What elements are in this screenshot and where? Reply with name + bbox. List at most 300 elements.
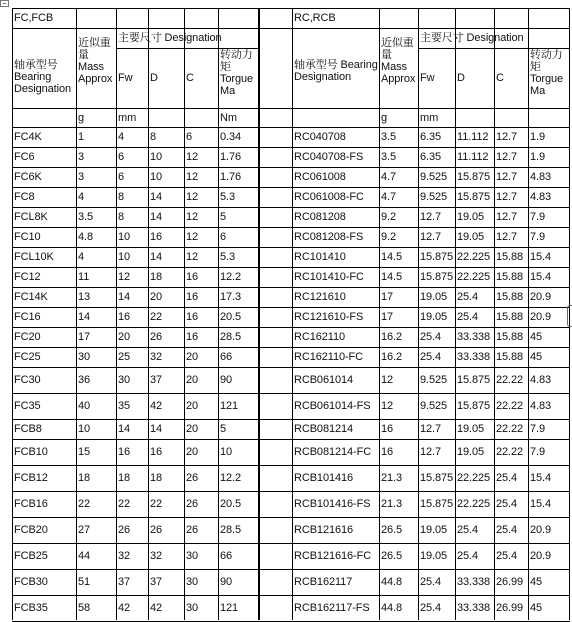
right-cell-mass: 4.7 [381, 191, 396, 203]
right-cell-d: 19.05 [457, 211, 485, 223]
right-cell-c: 15.88 [496, 251, 524, 263]
right-cell-mass: 17 [381, 291, 394, 303]
grid-hline [218, 108, 259, 109]
right-cell-c: 12.7 [496, 191, 518, 203]
right-cell-d: 22.225 [457, 498, 491, 510]
left-cell-bearing: FCB16 [14, 498, 48, 510]
right-cell-fw: 19.05 [420, 311, 448, 323]
right-cell-mass: 21.3 [381, 498, 403, 510]
left-cell-torque: 1.76 [220, 151, 242, 163]
right-cell-bearing: RC101410 [294, 251, 346, 263]
grid-vline [379, 8, 380, 620]
right-cell-d: 33.338 [457, 576, 491, 588]
grid-hline [12, 347, 570, 348]
right-cell-bearing: RC061008-FC [294, 191, 364, 203]
right-cell-c: 15.88 [496, 311, 524, 323]
right-cell-fw: 25.4 [420, 331, 442, 343]
right-cell-torque: 7.9 [530, 423, 545, 435]
left-cell-c: 12 [186, 231, 199, 243]
right-cell-mass: 14.5 [381, 251, 403, 263]
left-cell-c: 12 [186, 211, 199, 223]
left-cell-fw: 10 [118, 231, 131, 243]
left-cell-bearing: FCB30 [14, 576, 48, 588]
right-cell-fw: 12.7 [420, 211, 442, 223]
left-cell-torque: 5.3 [220, 251, 235, 263]
right-cell-fw: 19.05 [420, 524, 448, 536]
right-cell-torque: 4.83 [530, 374, 552, 386]
left-cell-d: 32 [150, 550, 163, 562]
right-header-mass: 近似重量 Mass Approx [381, 37, 416, 85]
grid-vline [494, 8, 495, 620]
grid-hline [12, 307, 570, 308]
grid-hline [12, 127, 570, 128]
left-cell-bearing: FCB25 [14, 550, 48, 562]
left-header-fw: Fw [118, 72, 133, 84]
grid-vline [258, 8, 260, 620]
right-cell-fw: 19.05 [420, 291, 448, 303]
left-cell-bearing: FC35 [14, 400, 41, 412]
left-cell-torque: 5 [220, 211, 227, 223]
left-cell-fw: 6 [118, 151, 125, 163]
right-cell-d: 11.112 [457, 151, 489, 163]
left-cell-mass: 30 [78, 351, 91, 363]
right-cell-fw: 12.7 [420, 423, 442, 435]
left-cell-fw: 18 [118, 472, 131, 484]
left-cell-bearing: FC14K [14, 291, 48, 303]
left-cell-fw: 16 [118, 446, 131, 458]
right-cell-d: 19.05 [457, 231, 485, 243]
right-cell-torque: 1.9 [530, 151, 545, 163]
right-cell-bearing: RCB121616 [294, 524, 354, 536]
right-header-c: C [496, 72, 504, 84]
grid-hline [12, 267, 570, 268]
right-cell-mass: 26.5 [381, 550, 403, 562]
left-cell-d: 18 [150, 472, 163, 484]
left-cell-d: 14 [150, 423, 163, 435]
left-cell-c: 12 [186, 251, 199, 263]
left-cell-bearing: FCL10K [14, 251, 54, 263]
grid-vline [184, 8, 185, 620]
left-cell-mass: 3 [78, 151, 85, 163]
grid-hline [12, 465, 570, 466]
left-cell-mass: 22 [78, 498, 91, 510]
right-cell-fw: 15.875 [420, 472, 454, 484]
left-header-torque: 转动力矩 Torgue Ma [220, 49, 254, 97]
grid-hline [12, 419, 570, 420]
left-cell-d: 16 [150, 446, 163, 458]
right-cell-c: 22.22 [496, 446, 524, 458]
left-cell-fw: 10 [118, 251, 131, 263]
grid-hline [12, 28, 570, 29]
left-cell-c: 30 [186, 550, 199, 562]
right-cell-bearing: RCB061014-FS [294, 400, 371, 412]
left-cell-mass: 27 [78, 524, 91, 536]
right-cell-bearing: RCB101416 [294, 472, 354, 484]
right-cell-d: 15.875 [457, 191, 491, 203]
right-cell-mass: 9.2 [381, 211, 396, 223]
right-cell-c: 26.99 [496, 576, 524, 588]
scroll-edge-handle[interactable] [567, 305, 572, 327]
grid-hline [12, 595, 570, 596]
right-cell-fw: 6.35 [420, 131, 442, 143]
left-cell-c: 16 [186, 271, 199, 283]
grid-hline [12, 227, 570, 228]
left-cell-torque: 121 [220, 602, 239, 614]
grid-hline [12, 247, 570, 248]
right-cell-bearing: RC121610 [294, 291, 346, 303]
left-cell-fw: 42 [118, 602, 131, 614]
right-cell-torque: 4.83 [530, 191, 552, 203]
grid-hline [12, 491, 570, 492]
left-cell-mass: 3.5 [78, 211, 93, 223]
right-cell-bearing: RC040708 [294, 131, 346, 143]
right-cell-d: 15.875 [457, 400, 491, 412]
left-cell-c: 12 [186, 171, 199, 183]
right-cell-c: 25.4 [496, 472, 518, 484]
left-cell-bearing: FC20 [14, 331, 41, 343]
right-cell-d: 25.4 [457, 524, 479, 536]
right-cell-torque: 15.4 [530, 498, 552, 510]
right-cell-bearing: RC121610-FS [294, 311, 364, 323]
left-unit-mass: g [78, 112, 85, 124]
right-cell-torque: 7.9 [530, 211, 545, 223]
right-cell-d: 33.338 [457, 331, 491, 343]
right-cell-torque: 45 [530, 602, 543, 614]
left-cell-c: 20 [186, 446, 199, 458]
right-cell-c: 26.99 [496, 602, 524, 614]
left-cell-d: 10 [150, 151, 163, 163]
left-cell-d: 8 [150, 131, 157, 143]
left-cell-torque: 20.5 [220, 498, 242, 510]
left-unit-torque: Nm [220, 112, 237, 124]
left-cell-c: 26 [186, 524, 199, 536]
left-cell-fw: 14 [118, 423, 131, 435]
right-cell-c: 25.4 [496, 524, 518, 536]
left-cell-mass: 18 [78, 472, 91, 484]
left-cell-torque: 66 [220, 351, 233, 363]
left-cell-d: 42 [150, 400, 163, 412]
left-cell-fw: 12 [118, 271, 131, 283]
right-cell-mass: 12 [381, 374, 394, 386]
right-cell-d: 25.4 [457, 291, 479, 303]
left-cell-torque: 6 [220, 231, 227, 243]
right-cell-mass: 26.5 [381, 524, 403, 536]
left-cell-d: 14 [150, 211, 163, 223]
grid-vline [148, 8, 149, 620]
grid-vline [418, 8, 419, 620]
grid-hline [12, 517, 570, 518]
right-cell-bearing: RCB081214-FC [294, 446, 372, 458]
left-cell-torque: 17.3 [220, 291, 242, 303]
right-cell-mass: 16.2 [381, 331, 403, 343]
right-cell-mass: 16.2 [381, 351, 403, 363]
right-cell-d: 15.875 [457, 374, 491, 386]
right-unit-mass: g [381, 112, 388, 124]
grid-hline [12, 108, 570, 109]
left-cell-fw: 6 [118, 171, 125, 183]
left-cell-d: 22 [150, 311, 163, 323]
right-cell-mass: 3.5 [381, 131, 396, 143]
right-cell-bearing: RCB101416-FS [294, 498, 371, 510]
right-cell-mass: 3.5 [381, 151, 396, 163]
right-cell-bearing: RCB061014 [294, 374, 354, 386]
right-cell-c: 22.22 [496, 400, 524, 412]
left-cell-bearing: FC6K [14, 171, 42, 183]
right-main-dims-label: 主要尺寸 Designation [420, 32, 524, 44]
right-cell-bearing: RC061008 [294, 171, 346, 183]
right-cell-torque: 45 [530, 351, 543, 363]
right-cell-fw: 25.4 [420, 602, 442, 614]
left-cell-torque: 20.5 [220, 311, 242, 323]
left-cell-d: 22 [150, 498, 163, 510]
right-cell-c: 15.88 [496, 331, 524, 343]
left-cell-c: 16 [186, 311, 199, 323]
right-cell-mass: 44.8 [381, 602, 403, 614]
left-cell-mass: 3 [78, 171, 85, 183]
left-cell-d: 10 [150, 171, 163, 183]
right-cell-torque: 45 [530, 576, 543, 588]
left-cell-c: 16 [186, 331, 199, 343]
left-header-c: C [186, 72, 194, 84]
left-cell-d: 14 [150, 251, 163, 263]
left-cell-bearing: FC8 [14, 191, 35, 203]
left-cell-mass: 4.8 [78, 231, 93, 243]
right-cell-bearing: RC162110-FC [294, 351, 364, 363]
right-header-torque: 转动力矩 Torgue Ma [530, 49, 564, 97]
right-cell-bearing: RCB121616-FC [294, 550, 372, 562]
right-cell-c: 12.7 [496, 171, 518, 183]
right-cell-d: 22.225 [457, 251, 491, 263]
right-cell-fw: 9.525 [420, 374, 448, 386]
left-cell-c: 20 [186, 400, 199, 412]
right-cell-c: 12.7 [496, 231, 518, 243]
grid-vline [218, 8, 219, 620]
left-cell-torque: 1.76 [220, 171, 242, 183]
left-cell-mass: 4 [78, 191, 85, 203]
grid-vline [528, 8, 529, 620]
grid-vline [292, 8, 293, 620]
left-cell-fw: 26 [118, 524, 131, 536]
right-cell-mass: 12 [381, 400, 394, 412]
left-cell-torque: 5.3 [220, 191, 235, 203]
left-cell-mass: 15 [78, 446, 91, 458]
grid-hline [12, 287, 570, 288]
left-cell-d: 37 [150, 576, 163, 588]
right-cell-bearing: RCB162117-FS [294, 602, 370, 614]
left-cell-bearing: FCB12 [14, 472, 48, 484]
right-cell-torque: 7.9 [530, 231, 545, 243]
left-cell-torque: 121 [220, 400, 239, 412]
right-cell-d: 33.338 [457, 602, 491, 614]
right-cell-d: 22.225 [457, 472, 491, 484]
left-cell-c: 20 [186, 423, 199, 435]
left-cell-fw: 8 [118, 191, 125, 203]
right-cell-d: 25.4 [457, 311, 479, 323]
left-cell-fw: 20 [118, 331, 131, 343]
left-header-d: D [150, 72, 158, 84]
left-cell-bearing: FC10 [14, 231, 41, 243]
left-cell-torque: 28.5 [220, 331, 242, 343]
left-cell-fw: 16 [118, 311, 131, 323]
right-cell-fw: 12.7 [420, 231, 442, 243]
right-header-bearing: 轴承型号 Bearing Designation [294, 59, 378, 83]
grid-hline [12, 207, 570, 208]
right-cell-c: 25.4 [496, 498, 518, 510]
left-cell-mass: 4 [78, 251, 85, 263]
left-cell-torque: 66 [220, 550, 233, 562]
left-cell-fw: 8 [118, 211, 125, 223]
right-cell-torque: 20.9 [530, 524, 552, 536]
left-cell-d: 14 [150, 191, 163, 203]
right-header-d: D [457, 72, 465, 84]
left-cell-bearing: FC12 [14, 271, 41, 283]
right-cell-torque: 7.9 [530, 446, 545, 458]
grid-vline [116, 8, 117, 620]
grid-hline [12, 543, 570, 544]
left-unit-dims: mm [118, 112, 137, 124]
left-cell-mass: 58 [78, 602, 91, 614]
left-cell-torque: 5 [220, 423, 227, 435]
left-cell-c: 12 [186, 191, 199, 203]
table-anchor-icon [0, 0, 9, 7]
right-cell-mass: 14.5 [381, 271, 403, 283]
left-cell-fw: 22 [118, 498, 131, 510]
left-cell-mass: 17 [78, 331, 91, 343]
right-cell-bearing: RC162110 [294, 331, 345, 343]
right-cell-torque: 20.9 [530, 311, 552, 323]
left-cell-fw: 30 [118, 374, 131, 386]
right-cell-bearing: RCB162117 [294, 576, 353, 588]
left-cell-torque: 0.34 [220, 131, 242, 143]
left-main-dims-label: 主要尺寸 Designation [118, 32, 222, 44]
left-group-title: FC,FCB [14, 12, 54, 24]
grid-vline [76, 8, 77, 620]
left-cell-d: 42 [150, 602, 163, 614]
right-cell-bearing: RC081208-FS [294, 231, 364, 243]
left-cell-d: 37 [150, 374, 163, 386]
left-cell-c: 6 [186, 131, 193, 143]
right-cell-fw: 9.525 [420, 191, 448, 203]
left-cell-d: 16 [150, 231, 163, 243]
left-cell-bearing: FC30 [14, 374, 41, 386]
left-cell-c: 30 [186, 576, 199, 588]
left-cell-bearing: FCB35 [14, 602, 48, 614]
left-cell-c: 16 [186, 291, 199, 303]
left-cell-bearing: FC16 [14, 311, 41, 323]
right-cell-torque: 45 [530, 331, 543, 343]
left-cell-c: 20 [186, 351, 199, 363]
left-cell-c: 30 [186, 602, 199, 614]
left-cell-mass: 51 [78, 576, 91, 588]
right-cell-bearing: RC081208 [294, 211, 346, 223]
right-cell-d: 33.338 [457, 351, 491, 363]
right-group-title: RC,RCB [294, 12, 336, 24]
left-cell-d: 26 [150, 524, 163, 536]
right-cell-bearing: RCB081214 [294, 423, 354, 435]
right-cell-d: 25.4 [457, 550, 479, 562]
right-cell-fw: 9.525 [420, 400, 448, 412]
left-cell-bearing: FCB8 [14, 423, 42, 435]
left-cell-mass: 1 [78, 131, 85, 143]
left-cell-mass: 44 [78, 550, 91, 562]
right-cell-mass: 9.2 [381, 231, 396, 243]
left-cell-fw: 32 [118, 550, 131, 562]
left-cell-bearing: FC6 [14, 151, 35, 163]
right-cell-d: 22.225 [457, 271, 491, 283]
left-cell-fw: 14 [118, 291, 131, 303]
right-cell-c: 22.22 [496, 374, 524, 386]
left-cell-fw: 35 [118, 400, 131, 412]
grid-hline [12, 147, 570, 148]
left-cell-torque: 90 [220, 374, 233, 386]
grid-hline [12, 8, 570, 9]
right-cell-d: 11.112 [457, 131, 489, 143]
left-cell-d: 20 [150, 291, 163, 303]
left-cell-c: 26 [186, 498, 199, 510]
right-cell-torque: 1.9 [530, 131, 545, 143]
left-cell-bearing: FCB20 [14, 524, 48, 536]
right-cell-d: 15.875 [457, 171, 491, 183]
left-cell-c: 26 [186, 472, 199, 484]
right-cell-fw: 25.4 [420, 351, 442, 363]
right-cell-mass: 4.7 [381, 171, 396, 183]
right-cell-torque: 4.83 [530, 171, 552, 183]
right-cell-torque: 15.4 [530, 271, 552, 283]
right-cell-fw: 12.7 [420, 446, 442, 458]
right-cell-c: 15.88 [496, 351, 524, 363]
right-cell-c: 22.22 [496, 423, 524, 435]
right-cell-mass: 44.8 [381, 576, 403, 588]
left-cell-mass: 10 [78, 423, 91, 435]
left-cell-mass: 13 [78, 291, 91, 303]
right-cell-torque: 20.9 [530, 550, 552, 562]
left-cell-fw: 37 [118, 576, 131, 588]
right-cell-c: 12.7 [496, 151, 518, 163]
grid-hline [12, 439, 570, 440]
right-cell-c: 15.88 [496, 271, 524, 283]
left-cell-torque: 12.2 [220, 472, 242, 484]
right-cell-fw: 15.875 [420, 251, 454, 263]
right-cell-d: 19.05 [457, 423, 485, 435]
left-cell-torque: 12.2 [220, 271, 242, 283]
left-header-bearing: 轴承型号 Bearing Designation [14, 59, 71, 95]
left-cell-bearing: FC25 [14, 351, 41, 363]
left-cell-fw: 4 [118, 131, 125, 143]
right-cell-bearing: RC040708-FS [294, 151, 364, 163]
right-cell-d: 19.05 [457, 446, 485, 458]
grid-hline [12, 393, 570, 394]
right-cell-c: 12.7 [496, 211, 518, 223]
left-cell-mass: 36 [78, 374, 91, 386]
left-cell-d: 26 [150, 331, 163, 343]
right-cell-c: 15.88 [496, 291, 524, 303]
left-cell-torque: 10 [220, 446, 233, 458]
right-cell-torque: 15.4 [530, 472, 552, 484]
right-header-fw: Fw [420, 72, 435, 84]
left-cell-bearing: FCL8K [14, 211, 48, 223]
left-cell-c: 12 [186, 151, 199, 163]
right-cell-mass: 16 [381, 423, 394, 435]
grid-hline [12, 187, 570, 188]
right-cell-fw: 19.05 [420, 550, 448, 562]
right-cell-bearing: RC101410-FC [294, 271, 364, 283]
grid-vline [12, 8, 13, 620]
right-unit-dims: mm [420, 112, 439, 124]
right-cell-mass: 17 [381, 311, 394, 323]
right-cell-mass: 21.3 [381, 472, 403, 484]
right-cell-c: 25.4 [496, 550, 518, 562]
right-cell-torque: 20.9 [530, 291, 552, 303]
